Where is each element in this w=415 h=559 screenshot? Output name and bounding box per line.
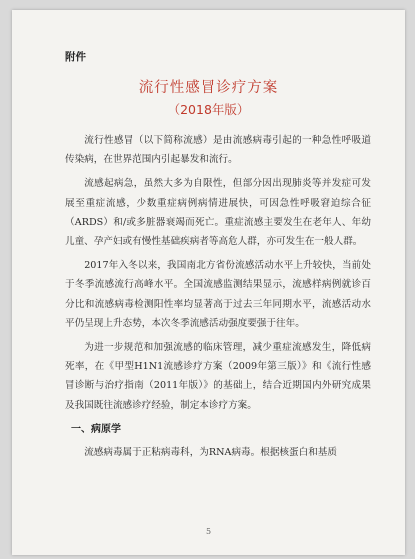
attachment-label: 附件 (65, 51, 86, 63)
paragraph-etiology: 流感病毒属于正粘病毒科，为RNA病毒。根据核蛋白和基质 (84, 447, 337, 459)
paragraph-intro: 流行性感冒（以下简称流感）是由流感病毒引起的一种急性呼吸道传染病，在世界范围内引起暴发和流行。 (65, 135, 371, 166)
section-heading-etiology: 一、病原学 (71, 423, 121, 435)
paragraph-winter-season: 2017年入冬以来，我国南北方省份流感活动水平上升较快，当前处于冬季流感流行高峰水平。全国流感监测结果显示，流感样病例就诊百分比和流感病毒检测阳性率均显著高于过去三年同期水平，流感活动水平仍呈现上升态势，本次冬季流感活动强度要强于往年。 (65, 260, 371, 329)
paragraph-purpose: 为进一步规范和加强流感的临床管理，减少重症流感发生，降低病死率，在《甲型H1N1流感诊疗方案（2009年第三版）》和《流行性感冒诊断与治疗指南（2011年版）》的基础上，结合近期国内外研究成果及我国既往流感诊疗经验，制定本诊疗方案。 (65, 342, 371, 411)
document-title: 流行性感冒诊疗方案 (138, 80, 279, 96)
paragraph-onset: 流感起病急，虽然大多为自限性，但部分因出现肺炎等并发症可发展至重症流感，少数重症病例病情进展快，可因急性呼吸窘迫综合征（ARDS）和/或多脏器衰竭而死亡。重症流感主要发生在老年人、年幼儿童、孕产妇或有慢性基础疾病者等高危人群，亦可发生在一般人群。 (65, 178, 371, 248)
document-body (65, 131, 371, 467)
document-page (12, 10, 405, 555)
document-subtitle: （2018年版） (167, 102, 250, 117)
page-number: 5 (205, 527, 212, 536)
